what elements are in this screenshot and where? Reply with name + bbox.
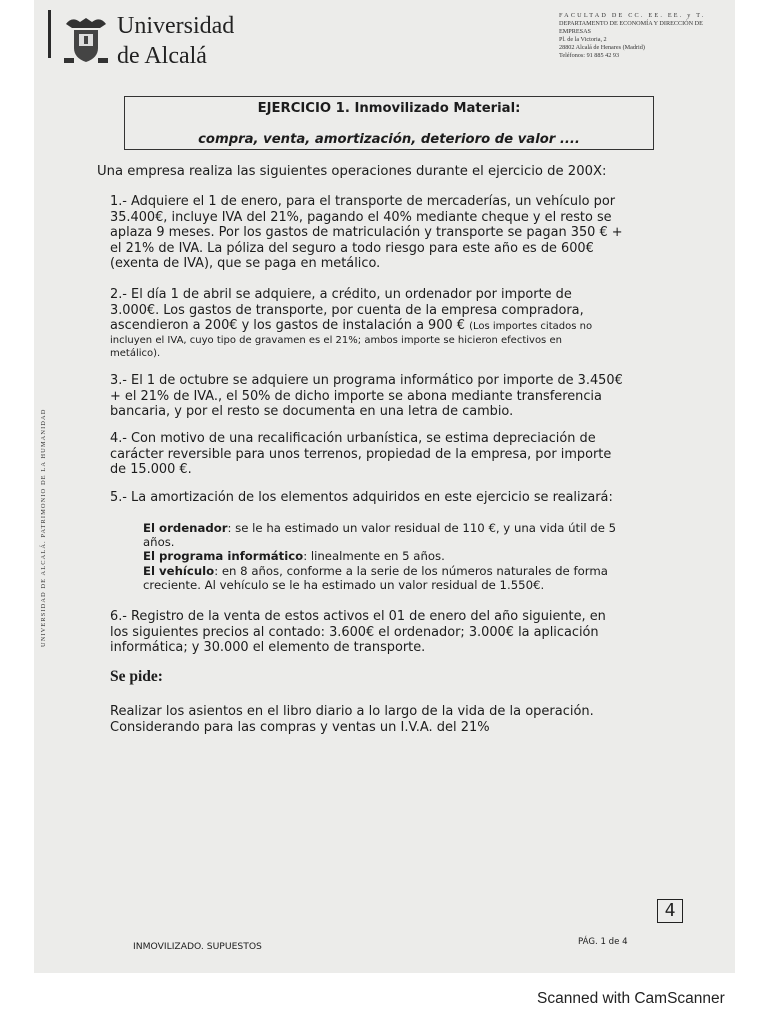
ordenador-text: : se le ha estimado un valor residual de 110 €, y una vida útil de 5	[227, 521, 617, 535]
footer-page-number: PÁG. 1 de 4	[578, 937, 628, 947]
handwritten-page-mark: 4	[657, 899, 683, 923]
vehiculo-line	[143, 564, 616, 578]
operation-line: 3.- El 1 de octubre se adquiere un programa informático por importe de 3.450€	[110, 373, 623, 388]
programa-line	[143, 549, 616, 563]
ordenador-label: El ordenador	[143, 521, 228, 535]
operation-line: 5.- La amortización de los elementos adquiridos en este ejercicio se realizará:	[110, 490, 613, 505]
operation-line: bancaria, y por el resto se documenta en una letra de cambio.	[110, 404, 514, 420]
scanner-watermark: Scanned with CamScanner	[537, 990, 725, 1007]
operation-line: aplaza 9 meses. Por los gastos de matriculación y transporte se pagan 350 € +	[110, 225, 623, 241]
faculty-line: Pl. de la Victoria, 2	[559, 36, 607, 43]
faculty-address	[559, 12, 731, 60]
operation-line: informática; y 30.000 el elemento de transporte.	[110, 640, 426, 656]
operation-line: los siguientes precios al contado: 3.600€ el ordenador; 3.000€ la aplicación	[110, 624, 599, 640]
operation-line: el 21% de IVA. La póliza del seguro a todo riesgo para este año es de 600€	[110, 240, 594, 256]
task-line: Considerando para las compras y ventas un I.V.A. del 21%	[110, 720, 490, 735]
operation-note: (Los importes citados no	[469, 321, 593, 333]
task-text	[110, 704, 594, 736]
vertical-margin-text: UNIVERSIDAD DE ALCALÁ. PATRIMONIO DE LA HUMANIDAD	[40, 408, 47, 647]
operation-line: carácter reversible para unos terrenos, propiedad de la empresa, por importe	[110, 446, 612, 462]
faculty-line: EMPRESAS	[559, 28, 591, 35]
operation-2	[110, 287, 592, 360]
operation-3	[110, 373, 623, 420]
operation-line: + el 21% de IVA., el 50% de dicho importe se abona mediante transferencia	[110, 388, 602, 404]
margin-mark	[48, 10, 51, 58]
faculty-line: Teléfonos: 91 885 42 93	[559, 52, 620, 59]
university-name-line1: Universidad	[117, 13, 235, 39]
task-line: Realizar los asientos en el libro diario a lo largo de la vida de la operación.	[110, 704, 594, 719]
operation-line: (exenta de IVA), que se paga en metálico.	[110, 256, 381, 272]
operation-line: 35.400€, incluye IVA del 21%, pagando el 40% mediante cheque y el resto se	[110, 209, 612, 225]
operation-line: de 15.000 €.	[110, 462, 192, 478]
faculty-line: 28802 Alcalá de Henares (Madrid)	[559, 44, 645, 51]
operation-note-line: metálico).	[110, 347, 161, 359]
operation-text: ascendieron a 200€ y los gastos de instalación a 900 €	[110, 318, 470, 334]
operation-4	[110, 431, 611, 478]
programa-text: : linealmente en 5 años.	[303, 549, 445, 564]
operation-note-line: incluyen el IVA, cuyo tipo de gravamen es el 21%; ambos importe se hicieron efectivos en	[110, 334, 562, 346]
amortization-details	[143, 521, 616, 592]
operation-line: 3.000€. Los gastos de transporte, por cuenta de la empresa compradora,	[110, 302, 584, 318]
intro-text: Una empresa realiza las siguientes operaciones durante el ejercicio de 200X:	[97, 164, 607, 179]
operation-line	[110, 318, 592, 334]
operation-line: 4.- Con motivo de una recalificación urbanística, se estima depreciación de	[110, 431, 596, 446]
university-name-line2: de Alcalá	[117, 43, 207, 69]
exercise-title: EJERCICIO 1. Inmovilizado Material:	[257, 101, 521, 116]
operation-6	[110, 609, 606, 656]
vehiculo-label: El vehículo	[143, 563, 215, 578]
programa-label: El programa informático	[143, 549, 304, 564]
se-pide-heading: Se pide:	[110, 668, 163, 685]
exercise-subtitle: compra, venta, amortización, deterioro de valor ....	[198, 132, 580, 147]
operation-5-heading	[110, 490, 613, 506]
university-crest-icon	[62, 14, 110, 66]
ordenador-cont: años.	[143, 535, 175, 550]
vehiculo-text: : en 8 años, conforme a la serie de los números naturales de forma	[214, 563, 608, 578]
operation-line: 1.- Adquiere el 1 de enero, para el transporte de mercaderías, un vehículo por	[110, 194, 616, 209]
faculty-line: DEPARTAMENTO DE ECONOMÍA Y DIRECCIÓN DE	[559, 20, 703, 27]
ordenador-line	[143, 521, 616, 535]
footer-left: INMOVILIZADO. SUPUESTOS	[133, 941, 262, 952]
vehiculo-cont: creciente. Al vehículo se le ha estimado un valor residual de 1.550€.	[143, 577, 545, 592]
faculty-line: FACULTAD DE CC. EE. EE. y T.	[559, 12, 706, 19]
operation-line: 2.- El día 1 de abril se adquiere, a crédito, un ordenador por importe de	[110, 287, 572, 302]
operation-line: 6.- Registro de la venta de estos activos el 01 de enero del año siguiente, en	[110, 609, 606, 624]
exercise-title-box	[124, 96, 654, 150]
operation-1	[110, 194, 623, 272]
